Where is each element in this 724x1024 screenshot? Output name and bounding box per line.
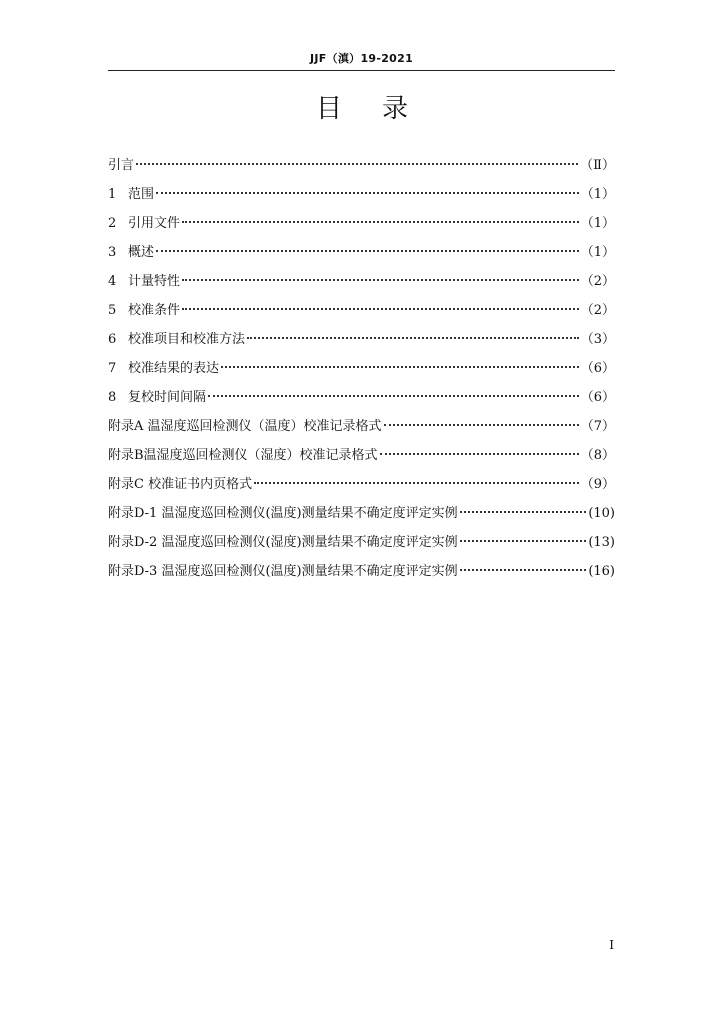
toc-entry-page: （1） — [580, 187, 615, 202]
toc-dot-leader — [156, 250, 579, 252]
toc-entry-label: 校准条件 — [128, 303, 181, 318]
toc-entry[interactable] — [108, 270, 615, 299]
toc-entry-number: 6 — [108, 332, 117, 347]
toc-entry-page: (16) — [588, 564, 615, 579]
toc-entry-label: 附录D-1 温湿度巡回检测仪(温度)测量结果不确定度评定实例 — [108, 506, 458, 521]
toc-dot-leader — [460, 540, 587, 542]
toc-entry-label: 附录D-2 温湿度巡回检测仪(湿度)测量结果不确定度评定实例 — [108, 535, 458, 550]
toc-dot-leader — [136, 163, 578, 165]
toc-dot-leader — [380, 453, 579, 455]
toc-dot-leader — [384, 424, 579, 426]
toc-dot-leader — [460, 569, 587, 571]
toc-dot-leader — [182, 221, 579, 223]
toc-dot-leader — [208, 395, 579, 397]
toc-entry[interactable] — [108, 386, 615, 415]
toc-dot-leader — [221, 366, 579, 368]
toc-entry-number: 1 — [108, 187, 117, 202]
page-number: I — [609, 938, 614, 952]
toc-entry[interactable] — [108, 212, 615, 241]
table-of-contents — [108, 154, 615, 589]
toc-entry-number: 4 — [108, 274, 117, 289]
toc-entry-number: 2 — [108, 216, 117, 231]
toc-entry-page: （Ⅱ） — [580, 158, 615, 173]
toc-entry[interactable] — [108, 444, 615, 473]
toc-entry-page: (13) — [588, 535, 615, 550]
toc-entry-label: 附录A 温湿度巡回检测仪（温度）校准记录格式 — [108, 419, 382, 434]
toc-entry-label: 引用文件 — [128, 216, 181, 231]
toc-entry-page: （6） — [580, 390, 615, 405]
toc-entry-page: （8） — [580, 448, 615, 463]
toc-entry-label: 校准项目和校准方法 — [128, 332, 246, 347]
toc-entry[interactable] — [108, 415, 615, 444]
toc-dot-leader — [254, 482, 579, 484]
toc-dot-leader — [460, 511, 587, 513]
toc-entry-label: 复校时间间隔 — [128, 390, 207, 405]
toc-entry[interactable] — [108, 183, 615, 212]
toc-entry-page: （2） — [580, 274, 615, 289]
toc-entry-number: 5 — [108, 303, 117, 318]
toc-dot-leader — [182, 308, 579, 310]
toc-dot-leader — [182, 279, 579, 281]
toc-entry[interactable] — [108, 154, 615, 183]
document-code-header: JJF（滇）19-2021 — [309, 52, 414, 65]
toc-entry-page: (10) — [588, 506, 615, 521]
toc-entry-number: 3 — [108, 245, 117, 260]
toc-dot-leader — [156, 192, 579, 194]
toc-entry-label: 概述 — [128, 245, 155, 260]
page-title: 目录 — [315, 94, 448, 124]
toc-entry[interactable] — [108, 299, 615, 328]
toc-entry[interactable] — [108, 560, 615, 589]
toc-entry[interactable] — [108, 328, 615, 357]
toc-entry-page: （9） — [580, 477, 615, 492]
toc-dot-leader — [247, 337, 579, 339]
toc-entry[interactable] — [108, 502, 615, 531]
toc-entry-page: （1） — [580, 245, 615, 260]
toc-entry-label: 计量特性 — [128, 274, 181, 289]
toc-entry[interactable] — [108, 357, 615, 386]
header-divider — [108, 70, 615, 71]
toc-entry-label: 引言 — [108, 158, 135, 173]
toc-entry-page: （7） — [580, 419, 615, 434]
toc-entry-label: 附录B温湿度巡回检测仪（湿度）校准记录格式 — [108, 448, 378, 463]
toc-entry[interactable] — [108, 531, 615, 560]
toc-entry[interactable] — [108, 473, 615, 502]
toc-entry-label: 附录C 校准证书内页格式 — [108, 477, 253, 492]
toc-entry-label: 校准结果的表达 — [128, 361, 220, 376]
toc-entry-page: （3） — [580, 332, 615, 347]
toc-entry-number: 8 — [108, 390, 117, 405]
toc-entry-page: （6） — [580, 361, 615, 376]
toc-entry-page: （1） — [580, 216, 615, 231]
toc-entry-number: 7 — [108, 361, 117, 376]
toc-entry-page: （2） — [580, 303, 615, 318]
toc-entry-label: 范围 — [128, 187, 155, 202]
toc-entry-label: 附录D-3 温湿度巡回检测仪(温度)测量结果不确定度评定实例 — [108, 564, 458, 579]
toc-entry[interactable] — [108, 241, 615, 270]
